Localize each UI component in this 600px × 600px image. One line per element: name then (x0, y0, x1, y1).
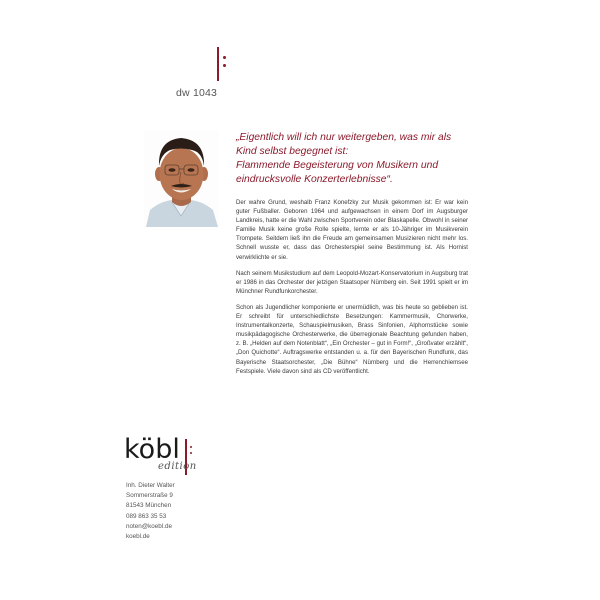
website-link[interactable]: koebl.de (126, 533, 150, 541)
logo-wordmark: köbl (124, 434, 180, 465)
biography-text (236, 198, 468, 383)
biography-paragraph: Nach seinem Musikstudium auf dem Leopold-Mozart-Konservatorium in Augsburg trat er 1986 in das Orchester der jetzigen Staatsoper Nürnberg ein. Seit 1991 spielt er im Münchner Rundfunkorchester. (236, 269, 468, 295)
biography-paragraph: Der wahre Grund, weshalb Franz Konefzky zur Musik gekommen ist: Er war kein guter Fußballer. Geboren 1964 und aufgewachsen in einem Dorf im Augsburger Landkreis, hatte er die Wahl zwischen Sportverein oder Blaskapelle. Obwohl in seiner Familie Musik keine große Rolle spielte, lernte er als 10-Jähriger im Musikverein Trompete. Seitdem ließ ihn die Freude am gemeinsamen Musizieren nicht mehr los. Schnell wusste er, dass das Orchesterspiel seine Bestimmung ist. Als Hornist verwirklichte er sie. (236, 199, 468, 261)
quote-line: Kind selbst begegnet ist: (236, 146, 349, 157)
address-line: Inh. Dieter Walter (126, 482, 175, 489)
quote-line: Flammende Begeisterung von Musikern und (236, 160, 439, 171)
pull-quote (236, 131, 488, 187)
quote-line: „Eigentlich will ich nur weitergeben, was mir als (236, 132, 452, 143)
catalog-code: dw 1043 (176, 87, 218, 99)
phone-number: 089 863 35 53 (126, 512, 167, 520)
logo-script: edition (158, 461, 197, 472)
biography-paragraph: Schon als Jugendlicher komponierte er unermüdlich, was bis heute so geblieben ist. Er schreibt für unterschiedlichste Besetzungen: Kammermusik, Chorwerke, Instrumentalkonzerte, Schauspielmusiken, Brass Sinfonien, Alphornstücke sowie musikpädagogische Orchesterwerke, die überregionale Beachtung gefunden haben, z. B. „Helden auf dem Notenblatt“, „Ein Orchester – gut in Form!“, „Großvater erzählt“, „Don Quichotte“. Auftragswerke entstanden u. a. für den Bayerischen Rundfunk, das Bayerische Staatsorchester, „Die Bühne“ Nürnberg und die Herrenchiemsee Festspiele. Viele davon sind als CD veröffentlicht. (236, 303, 468, 375)
top-bar-mark (217, 47, 219, 81)
publisher-logo (124, 436, 204, 476)
address-line: Sommerstraße 9 (126, 492, 173, 500)
quote-line: eindrucksvolle Konzerterlebnisse“. (236, 174, 393, 185)
portrait-photo (144, 130, 219, 227)
publisher-address (126, 481, 175, 542)
logo-colon-mark (190, 446, 192, 458)
portrait-illustration (144, 130, 219, 227)
email-link[interactable]: noten@koebl.de (126, 522, 172, 530)
address-line: 81543 München (126, 502, 172, 510)
top-colon-mark (223, 56, 226, 70)
